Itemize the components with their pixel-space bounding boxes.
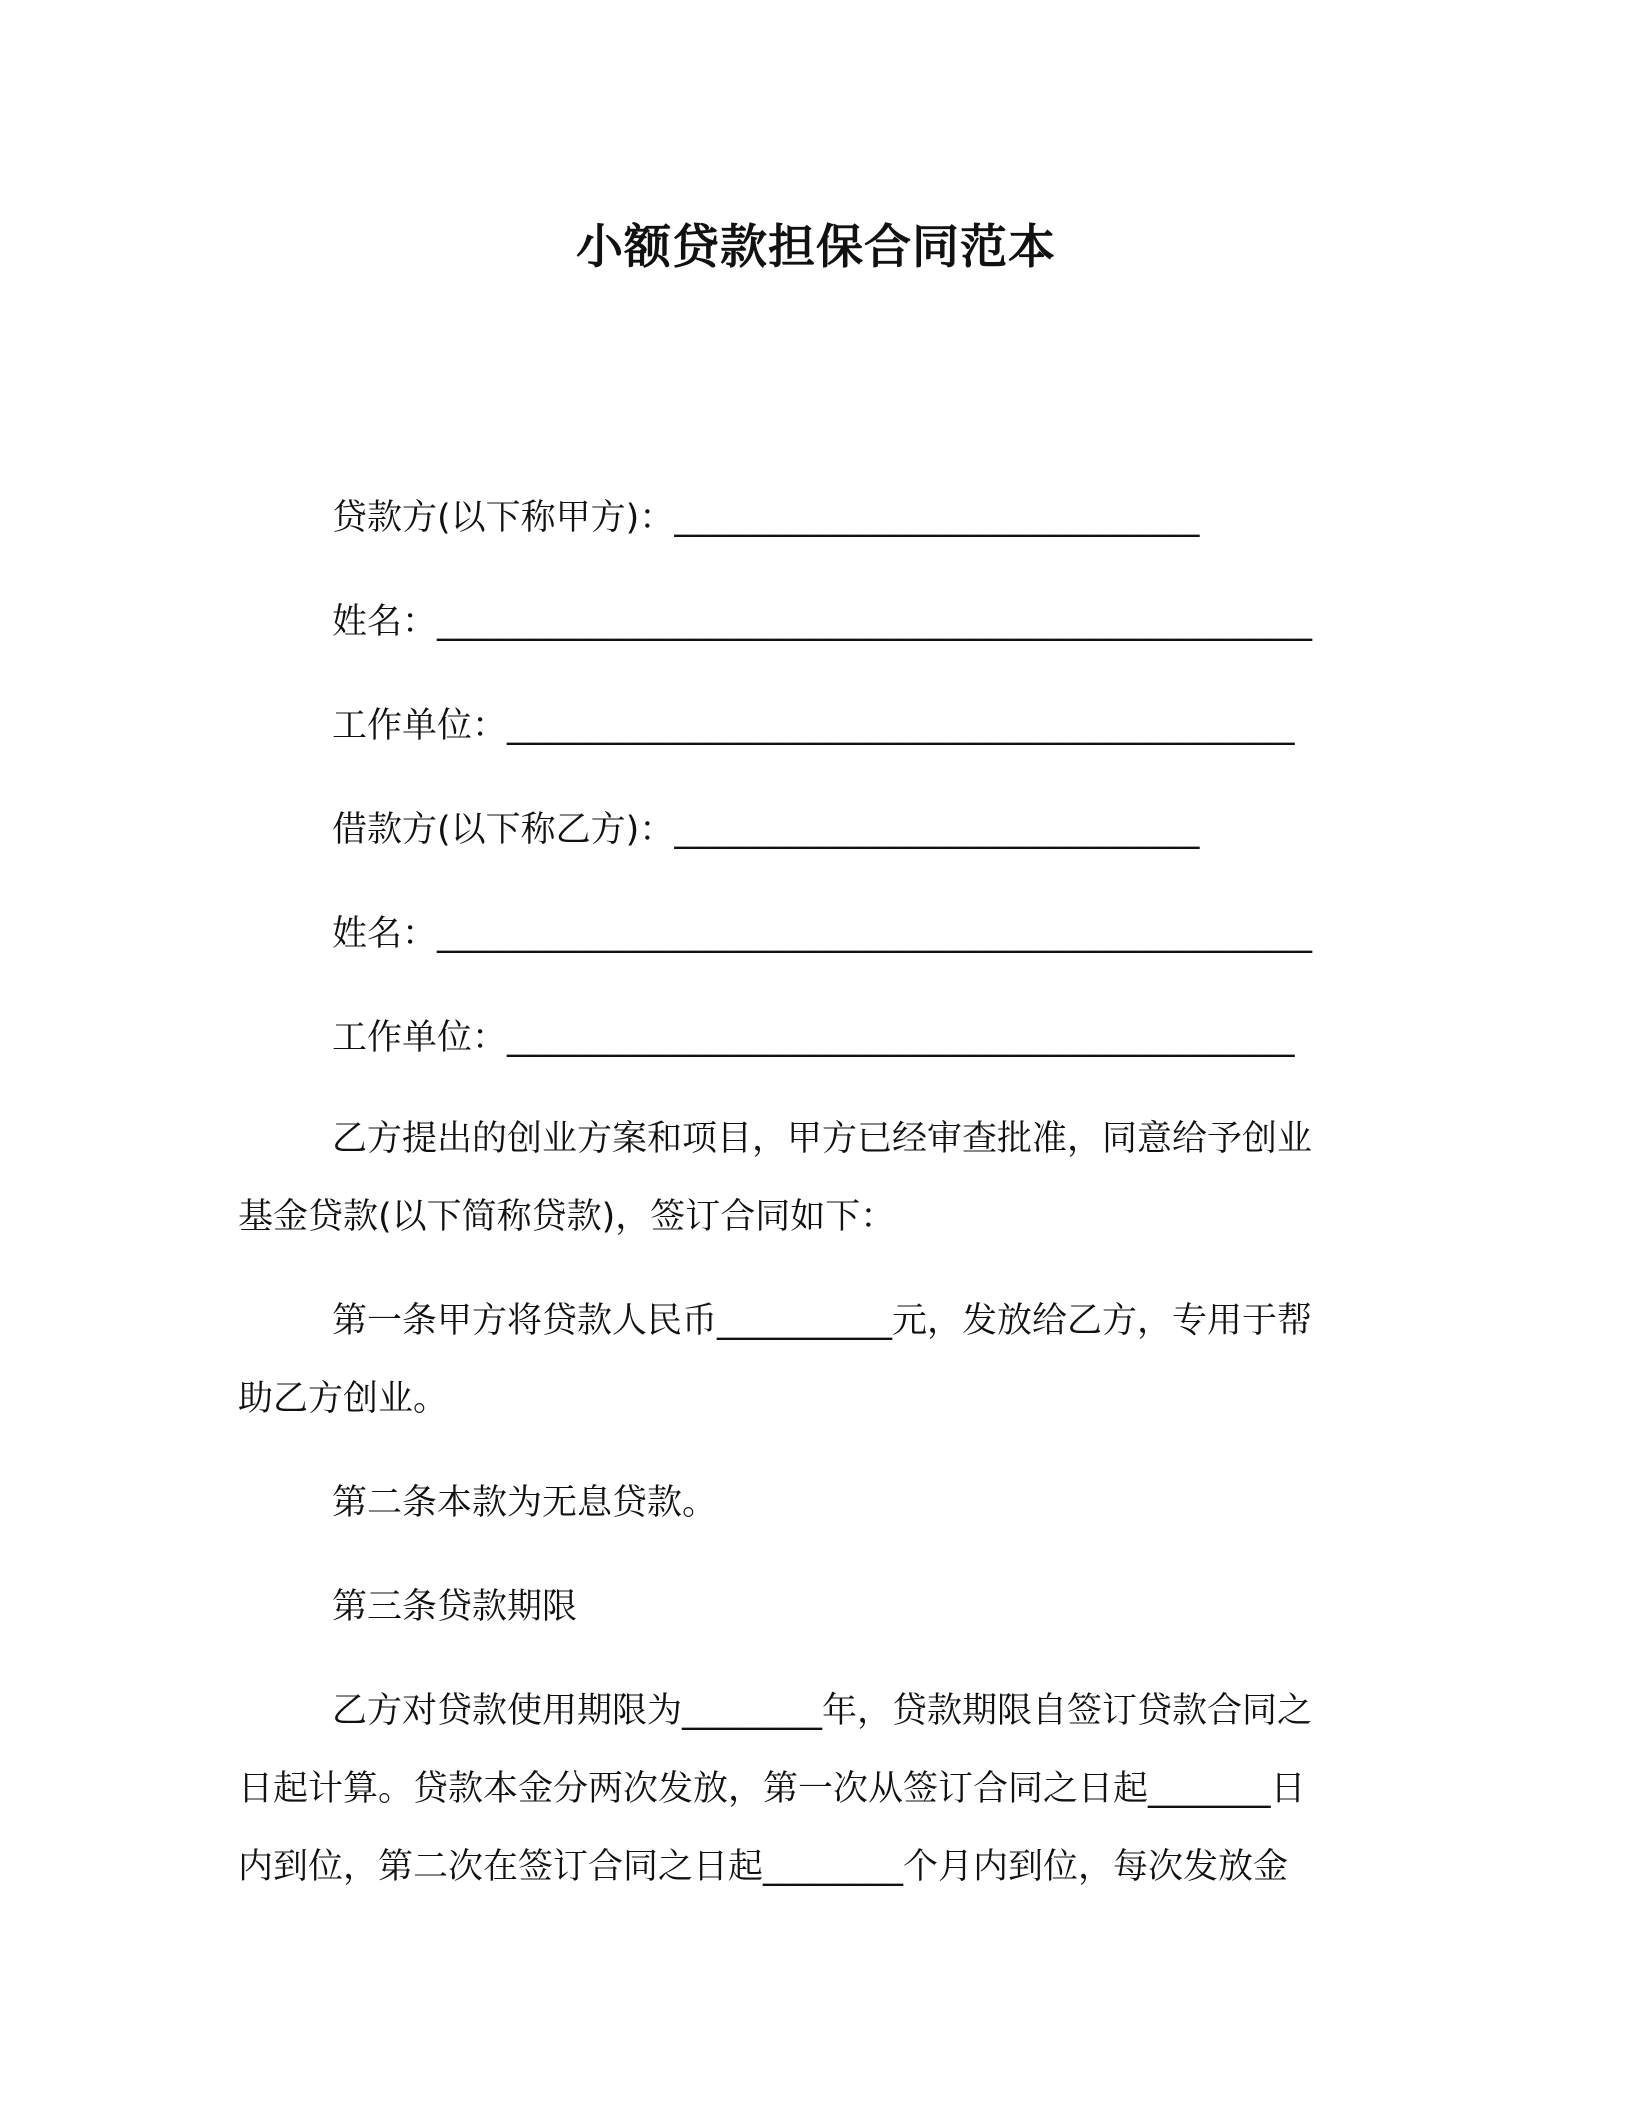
document-title: 小额贷款担保合同范本 [576, 220, 1056, 275]
borrower-employer-blank: _____________________________________________ [507, 1018, 1295, 1058]
borrower-employer-field [332, 1012, 1295, 1064]
lender-name-blank: __________________________________________________ [437, 602, 1313, 642]
lender-name-label: 姓名： [332, 602, 438, 642]
borrower-field [332, 804, 1199, 856]
borrower-label: 借款方(以下称乙方)： [332, 810, 675, 850]
article-3-paragraph [238, 1672, 1398, 1906]
article-3-line-3-b: 个月内到位，每次发放金 [903, 1847, 1289, 1887]
lender-employer-blank: _____________________________________________ [507, 706, 1295, 746]
article-1-line-2: 助乙方创业。 [238, 1379, 449, 1419]
article-2-paragraph [238, 1464, 1398, 1542]
article-3-line-1-a: 乙方对贷款使用期限为 [332, 1691, 683, 1731]
article-3-line-2 [238, 1750, 1398, 1828]
article-3-line-3-a: 内到位，第二次在签订合同之日起 [238, 1847, 764, 1887]
second-disbursement-months-blank: ________ [763, 1847, 904, 1887]
lender-name-field [332, 596, 1312, 648]
lender-employer-field [332, 700, 1295, 752]
article-1-line-1 [238, 1282, 1398, 1360]
lender-label: 贷款方(以下称甲方)： [332, 498, 675, 538]
article-3-line-3 [238, 1828, 1398, 1906]
article-2-text: 第二条本款为无息贷款。 [332, 1483, 718, 1523]
article-3-line-1-b: 年，贷款期限自签订贷款合同之 [822, 1691, 1313, 1731]
article-3-line-2-b: 日 [1270, 1769, 1306, 1809]
article-1-paragraph [238, 1282, 1398, 1438]
intro-line-1: 乙方提出的创业方案和项目，甲方已经审查批准，同意给予创业 [332, 1119, 1313, 1159]
borrower-name-label: 姓名： [332, 914, 438, 954]
article-3-line-2-a: 日起计算。贷款本金分两次发放，第一次从签订合同之日起 [238, 1769, 1149, 1809]
article-3-line-1 [238, 1672, 1398, 1750]
article-1-text-b: 元，发放给乙方，专用于帮 [892, 1301, 1313, 1341]
lender-blank: ______________________________ [674, 498, 1200, 538]
article-3-heading-text: 第三条贷款期限 [332, 1587, 578, 1627]
intro-line-2: 基金贷款(以下简称贷款)，签订合同如下： [238, 1197, 896, 1237]
article-3-heading [238, 1568, 1398, 1646]
intro-paragraph [238, 1100, 1398, 1256]
lender-employer-label: 工作单位： [332, 706, 508, 746]
article-1-text-a: 第一条甲方将贷款人民币 [332, 1301, 718, 1341]
article-1-amount-blank: __________ [717, 1301, 893, 1341]
lender-field [332, 492, 1199, 544]
borrower-blank: ______________________________ [674, 810, 1200, 850]
borrower-employer-label: 工作单位： [332, 1018, 508, 1058]
borrower-name-blank: __________________________________________________ [437, 914, 1313, 954]
borrower-name-field [332, 908, 1312, 960]
first-disbursement-days-blank: _______ [1148, 1769, 1271, 1809]
term-years-blank: ________ [682, 1691, 823, 1731]
